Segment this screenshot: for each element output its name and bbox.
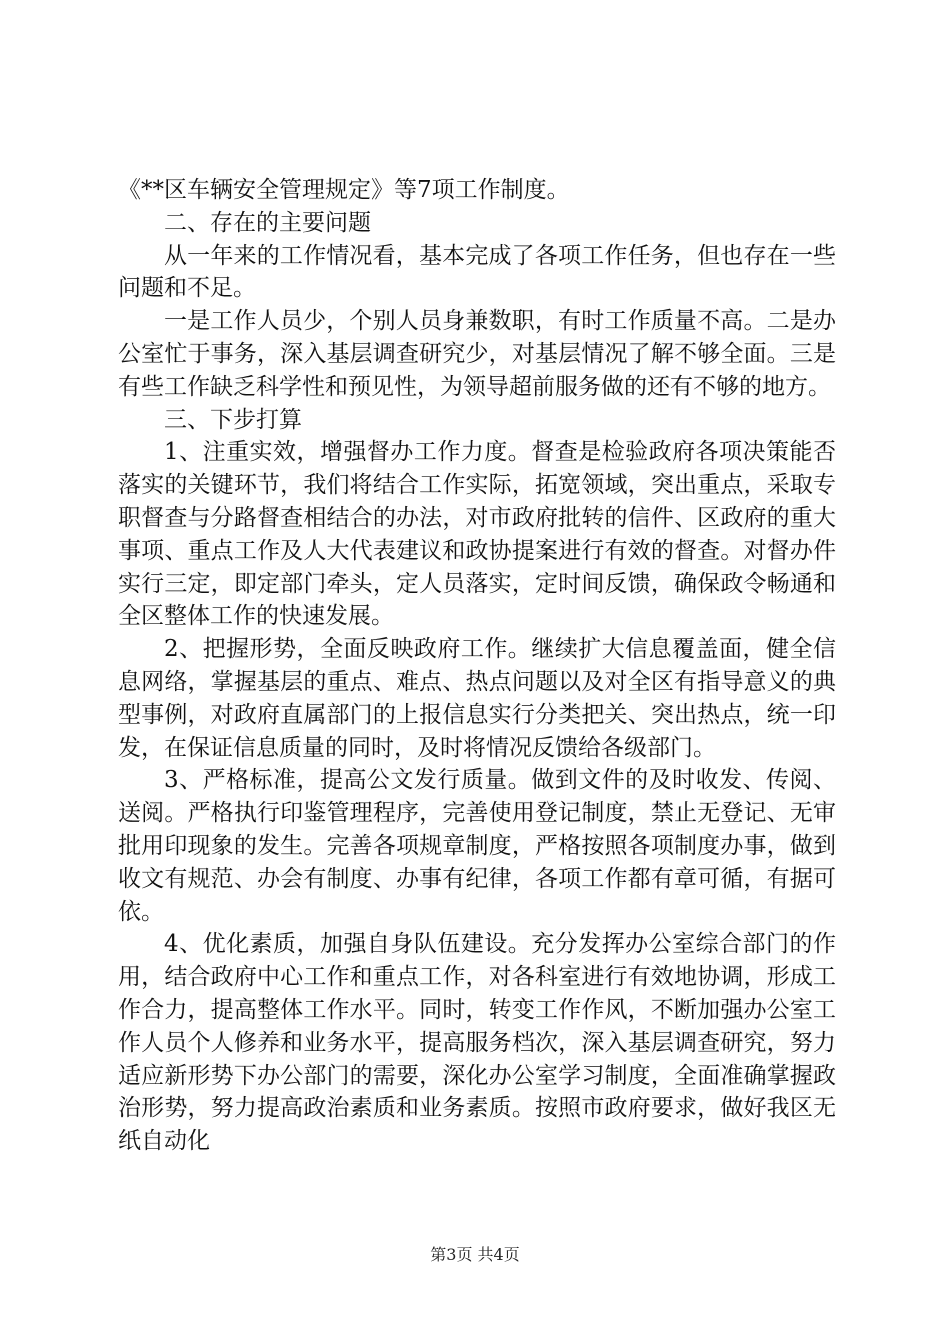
paragraph-problems-list: 一是工作人员少，个别人员身兼数职，有时工作质量不高。二是办公室忙于事务，深入基层调查研究少，对基层情况了解不够全面。三是有些工作缺乏科学性和预见性，为领导超前服务做的还有不够的地方。 bbox=[118, 308, 836, 400]
paragraph-continuation: 《**区车辆安全管理规定》等7项工作制度。 bbox=[118, 177, 570, 203]
paragraph-item-2: 2、把握形势，全面反映政府工作。继续扩大信息覆盖面，健全信息网络，掌握基层的重点、难点、热点问题以及对全区有指导意义的典型事例，对政府直属部门的上报信息实行分类把关、突出热点，统一印发，在保证信息质量的同时，及时将情况反馈给各级部门。 bbox=[118, 636, 836, 761]
section-heading-next-steps: 三、下步打算 bbox=[164, 406, 302, 433]
section-heading-problems: 二、存在的主要问题 bbox=[164, 209, 371, 236]
page-number-footer: 第3页 共4页 bbox=[430, 1245, 520, 1264]
paragraph-item-1: 1、注重实效，增强督办工作力度。督查是检验政府各项决策能否落实的关键环节，我们将结合工作实际，拓宽领域，突出重点，采取专职督查与分路督查相结合的办法，对市政府批转的信件、区政府的重大事项、重点工作及人大代表建议和政协提案进行有效的督查。对督办件实行三定，即定部门牵头，定人员落实，定时间反馈，确保政令畅通和全区整体工作的快速发展。 bbox=[118, 439, 836, 630]
document-body bbox=[118, 174, 836, 1158]
paragraph-item-3: 3、严格标准，提高公文发行质量。做到文件的及时收发、传阅、送阅。严格执行印鉴管理程序，完善使用登记制度，禁止无登记、无审批用印现象的发生。完善各项规章制度，严格按照各项制度办事，做到收文有规范、办会有制度、办事有纪律，各项工作都有章可循，有据可依。 bbox=[118, 767, 836, 925]
paragraph-item-4: 4、优化素质，加强自身队伍建设。充分发挥办公室综合部门的作用，结合政府中心工作和重点工作，对各科室进行有效地协调，形成工作合力，提高整体工作水平。同时，转变工作作风，不断加强办公室工作人员个人修养和业务水平，提高服务档次，深入基层调查研究，努力适应新形势下办公部门的需要，深化办公室学习制度，全面准确掌握政治形势，努力提高政治素质和业务素质。按照市政府要求，做好我区无纸自动化 bbox=[118, 931, 836, 1155]
paragraph-overview: 从一年来的工作情况看，基本完成了各项工作任务，但也存在一些问题和不足。 bbox=[118, 242, 836, 302]
